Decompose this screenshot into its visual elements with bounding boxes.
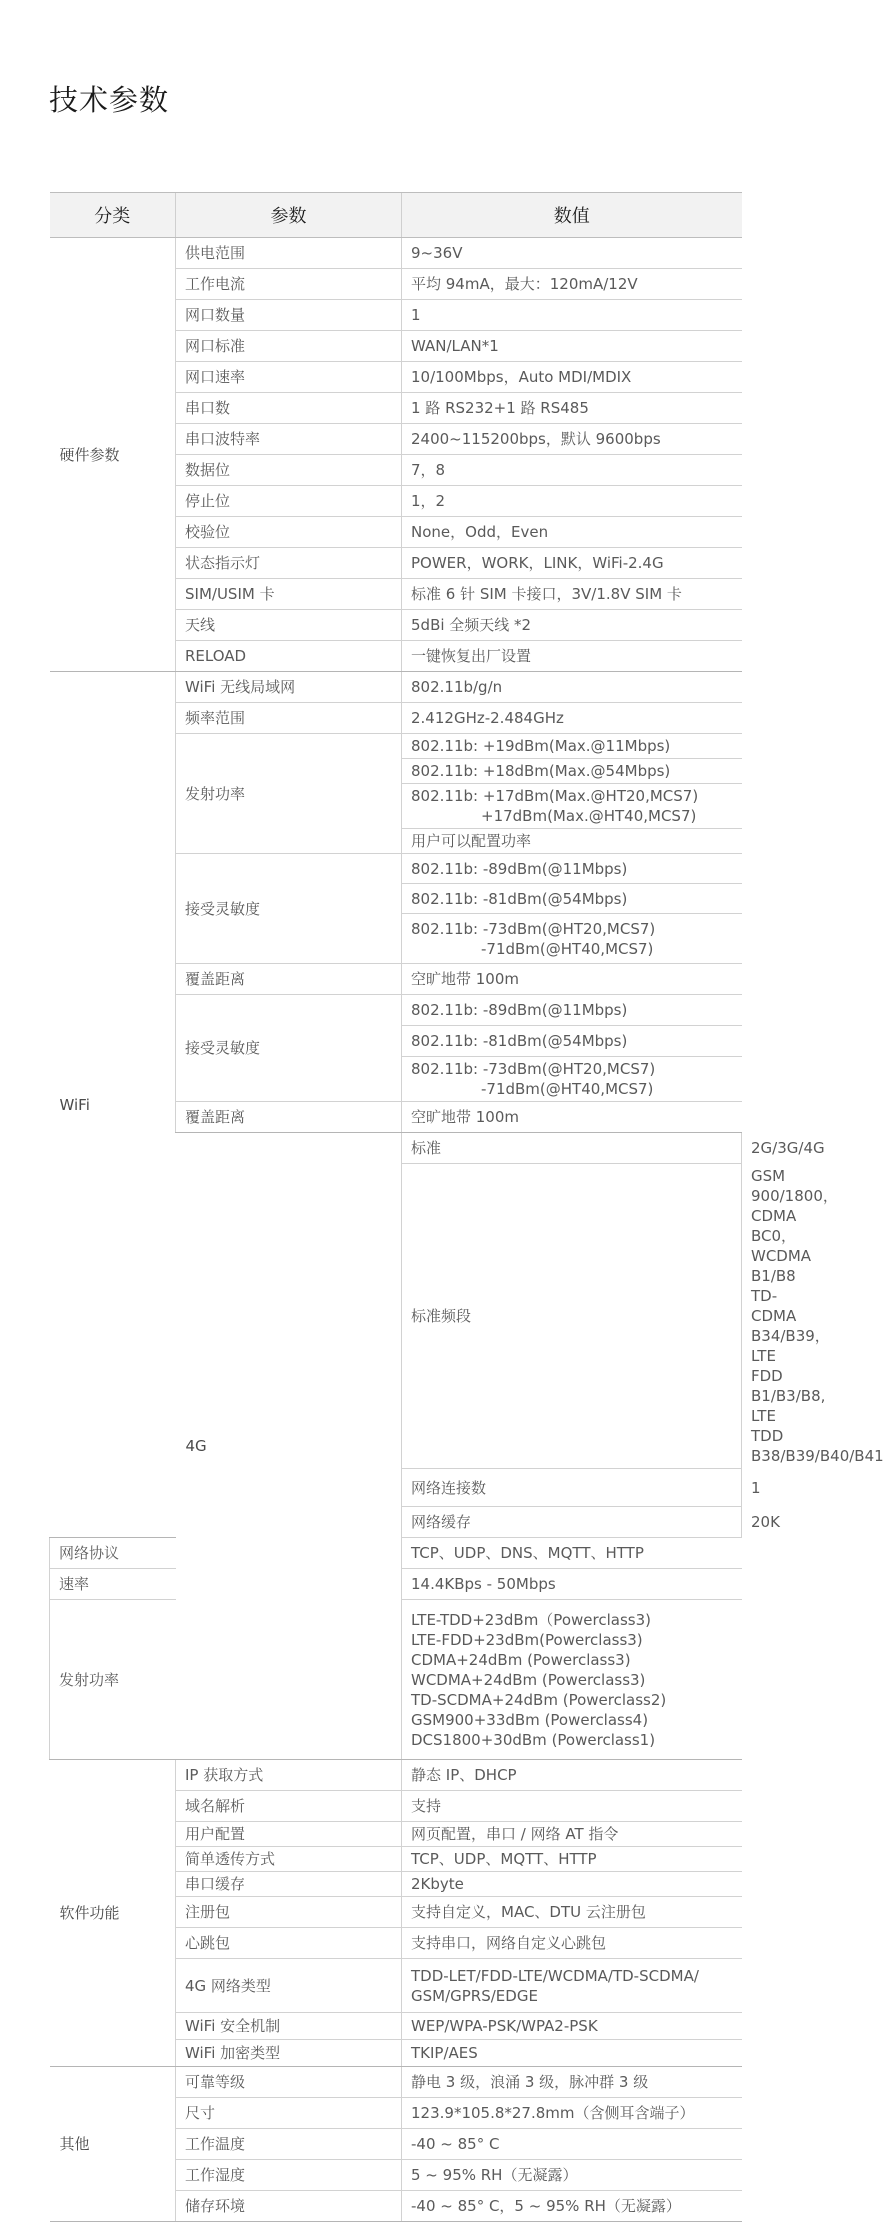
table-row: 网络连接数 1 bbox=[50, 1469, 742, 1507]
param-label: 储存环境 bbox=[176, 2191, 402, 2222]
param-value: 802.11b: -89dBm(@11Mbps) bbox=[402, 995, 742, 1026]
table-row bbox=[50, 1760, 742, 1791]
param-label: 网口数量 bbox=[176, 300, 402, 331]
value-line: LTE-TDD+23dBm（Powerclass3) bbox=[411, 1610, 651, 1629]
param-value: 空旷地带 100m bbox=[402, 1102, 742, 1133]
param-label: 串口缓存 bbox=[176, 1872, 402, 1897]
param-value: 802.11b: +18dBm(Max.@54Mbps) bbox=[402, 759, 742, 784]
param-value: 5dBi 全频天线 *2 bbox=[402, 610, 742, 641]
param-label: 标准 bbox=[402, 1133, 742, 1164]
param-value: None，Odd，Even bbox=[402, 517, 742, 548]
param-value: 标准 6 针 SIM 卡接口，3V/1.8V SIM 卡 bbox=[402, 579, 742, 610]
param-label: 校验位 bbox=[176, 517, 402, 548]
param-label: 数据位 bbox=[176, 455, 402, 486]
param-label: 心跳包 bbox=[176, 1928, 402, 1959]
param-value bbox=[402, 1600, 742, 1760]
table-row: 标准频段 GSM 900/1800，CDMA BC0，WCDMA B1/B8 TD-CDMA B34/B39，LTE FDD B1/B3/B8, LTE TDD B38/B39/B40/B41 bbox=[50, 1164, 742, 1469]
value-line: -71dBm(@HT40,MCS7) bbox=[481, 939, 654, 958]
param-value: 2.412GHz-2.484GHz bbox=[402, 703, 742, 734]
param-value: 802.11b: +19dBm(Max.@11Mbps) bbox=[402, 734, 742, 759]
param-label: 简单透传方式 bbox=[176, 1847, 402, 1872]
value-line: 802.11b: +17dBm(Max.@HT20,MCS7) bbox=[411, 787, 699, 805]
param-value: WEP/WPA-PSK/WPA2-PSK bbox=[402, 2013, 742, 2040]
param-value: -40 ~ 85° C bbox=[402, 2129, 742, 2160]
param-label: 串口波特率 bbox=[176, 424, 402, 455]
param-value: 支持串口，网络自定义心跳包 bbox=[402, 1928, 742, 1959]
param-label: 覆盖距离 bbox=[176, 964, 402, 995]
param-label: SIM/USIM 卡 bbox=[176, 579, 402, 610]
header-value: 数值 bbox=[402, 193, 742, 238]
value-line: GSM/GPRS/EDGE bbox=[411, 1986, 538, 2005]
param-label: 频率范围 bbox=[176, 703, 402, 734]
value-line: +17dBm(Max.@HT40,MCS7) bbox=[481, 807, 697, 825]
param-label: 网络缓存 bbox=[402, 1507, 742, 1538]
page-title: 技术参数 bbox=[49, 83, 170, 117]
param-label: 用户配置 bbox=[176, 1822, 402, 1847]
table-row: 4G 标准 2G/3G/4G bbox=[50, 1133, 742, 1164]
param-value: 静电 3 级，浪涌 3 级，脉冲群 3 级 bbox=[402, 2067, 742, 2098]
param-label: 覆盖距离 bbox=[176, 1102, 402, 1133]
param-label: 可靠等级 bbox=[176, 2067, 402, 2098]
param-label: 网络连接数 bbox=[402, 1469, 742, 1507]
param-value: 2400~115200bps，默认 9600bps bbox=[402, 424, 742, 455]
value-line: WCDMA+24dBm (Powerclass3) bbox=[411, 1670, 646, 1689]
table-row bbox=[50, 672, 742, 703]
param-value: 14.4KBps - 50Mbps bbox=[402, 1569, 742, 1600]
param-value: 802.11b/g/n bbox=[402, 672, 742, 703]
param-label: 网络协议 bbox=[50, 1538, 176, 1569]
param-label: WiFi 加密类型 bbox=[176, 2040, 402, 2067]
param-value bbox=[402, 1057, 742, 1102]
param-label: 注册包 bbox=[176, 1897, 402, 1928]
param-label: 接受灵敏度 bbox=[176, 995, 402, 1102]
value-line: GSM900+33dBm (Powerclass4) bbox=[411, 1710, 649, 1729]
param-value: 支持自定义，MAC、DTU 云注册包 bbox=[402, 1897, 742, 1928]
param-value: 1 bbox=[402, 300, 742, 331]
param-label: 标准频段 bbox=[402, 1164, 742, 1469]
param-value: 7，8 bbox=[402, 455, 742, 486]
param-value: 用户可以配置功率 bbox=[402, 829, 742, 854]
param-label: WiFi 安全机制 bbox=[176, 2013, 402, 2040]
category-4g: 4G bbox=[176, 1133, 402, 1760]
param-label: IP 获取方式 bbox=[176, 1760, 402, 1791]
param-label: 工作湿度 bbox=[176, 2160, 402, 2191]
param-label: 网口标准 bbox=[176, 331, 402, 362]
param-label: 停止位 bbox=[176, 486, 402, 517]
value-line: 802.11b: -73dBm(@HT20,MCS7) bbox=[411, 919, 656, 938]
param-value: POWER，WORK，LINK，WiFi-2.4G bbox=[402, 548, 742, 579]
category-other: 其他 bbox=[50, 2067, 176, 2222]
param-value: 5 ~ 95% RH（无凝露） bbox=[402, 2160, 742, 2191]
category-software: 软件功能 bbox=[50, 1760, 176, 2067]
category-wifi: WiFi bbox=[50, 672, 176, 1538]
param-value: 平均 94mA，最大：120mA/12V bbox=[402, 269, 742, 300]
param-value bbox=[402, 914, 742, 964]
param-label: 域名解析 bbox=[176, 1791, 402, 1822]
param-label: 尺寸 bbox=[176, 2098, 402, 2129]
param-label: 4G 网络类型 bbox=[176, 1959, 402, 2013]
table-row bbox=[50, 238, 742, 269]
param-value: 一键恢复出厂设置 bbox=[402, 641, 742, 672]
param-value: 802.11b: -81dBm(@54Mbps) bbox=[402, 1026, 742, 1057]
param-value: 9~36V bbox=[402, 238, 742, 269]
param-label: 发射功率 bbox=[176, 734, 402, 854]
param-value: -40 ~ 85° C，5 ~ 95% RH（无凝露） bbox=[402, 2191, 742, 2222]
header-category: 分类 bbox=[50, 193, 176, 238]
category-hardware: 硬件参数 bbox=[50, 238, 176, 672]
value-line: DCS1800+30dBm (Powerclass1) bbox=[411, 1730, 656, 1749]
param-value: 网页配置，串口 / 网络 AT 指令 bbox=[402, 1822, 742, 1847]
param-value: 空旷地带 100m bbox=[402, 964, 742, 995]
param-value: 1，2 bbox=[402, 486, 742, 517]
param-value: 1 路 RS232+1 路 RS485 bbox=[402, 393, 742, 424]
param-value: TCP、UDP、MQTT、HTTP bbox=[402, 1847, 742, 1872]
param-label: 工作温度 bbox=[176, 2129, 402, 2160]
param-value: TCP、UDP、DNS、MQTT、HTTP bbox=[402, 1538, 742, 1569]
param-label: 速率 bbox=[50, 1569, 176, 1600]
param-value bbox=[402, 1959, 742, 2013]
param-label: RELOAD bbox=[176, 641, 402, 672]
param-value: 2Kbyte bbox=[402, 1872, 742, 1897]
param-label: 发射功率 bbox=[50, 1600, 176, 1760]
header-param: 参数 bbox=[176, 193, 402, 238]
value-line: 802.11b: -73dBm(@HT20,MCS7) bbox=[411, 1060, 656, 1078]
param-value: TKIP/AES bbox=[402, 2040, 742, 2067]
value-line: TDD-LET/FDD-LTE/WCDMA/TD-SCDMA/ bbox=[411, 1966, 699, 1985]
value-line: TD-SCDMA+24dBm (Powerclass2) bbox=[411, 1690, 667, 1709]
table-row: 网络缓存 20K bbox=[50, 1507, 742, 1538]
param-label: 工作电流 bbox=[176, 269, 402, 300]
param-value bbox=[402, 784, 742, 829]
value-line: CDMA+24dBm (Powerclass3) bbox=[411, 1650, 631, 1669]
table-row bbox=[50, 2067, 742, 2098]
param-label: 接受灵敏度 bbox=[176, 854, 402, 964]
param-value: WAN/LAN*1 bbox=[402, 331, 742, 362]
param-value: 静态 IP、DHCP bbox=[402, 1760, 742, 1791]
param-label: 天线 bbox=[176, 610, 402, 641]
param-label: WiFi 无线局域网 bbox=[176, 672, 402, 703]
param-value: 123.9*105.8*27.8mm（含侧耳含端子） bbox=[402, 2098, 742, 2129]
value-line: LTE-FDD+23dBm(Powerclass3) bbox=[411, 1630, 643, 1649]
param-value: 10/100Mbps，Auto MDI/MDIX bbox=[402, 362, 742, 393]
param-value: 802.11b: -89dBm(@11Mbps) bbox=[402, 854, 742, 884]
param-label: 供电范围 bbox=[176, 238, 402, 269]
param-value: 802.11b: -81dBm(@54Mbps) bbox=[402, 884, 742, 914]
spec-table bbox=[49, 192, 884, 2222]
param-label: 状态指示灯 bbox=[176, 548, 402, 579]
value-line: -71dBm(@HT40,MCS7) bbox=[481, 1080, 654, 1098]
table-header bbox=[50, 193, 742, 238]
param-label: 串口数 bbox=[176, 393, 402, 424]
param-value: 支持 bbox=[402, 1791, 742, 1822]
param-label: 网口速率 bbox=[176, 362, 402, 393]
